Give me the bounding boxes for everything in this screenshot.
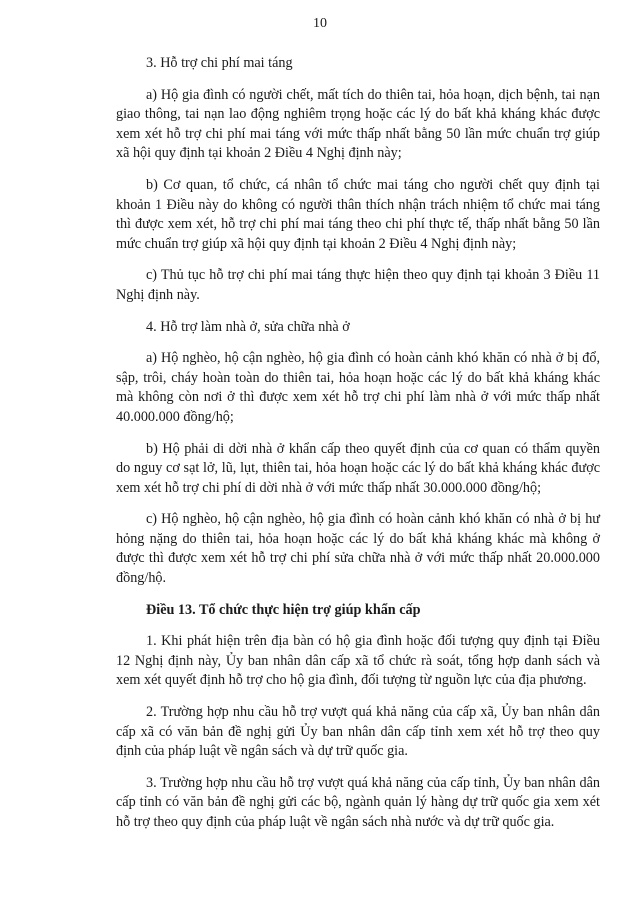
section-4c: c) Hộ nghèo, hộ cận nghèo, hộ gia đình có hoàn cảnh khó khăn có nhà ở bị hư hỏng nặng do thiên tai, hỏa hoạn hoặc các lý do bất khả kháng khác mà không ở được thì được xem xét hỗ trợ chi phí sửa chữa nhà ở với mức thấp nhất 20.000.000 đồng/hộ. (116, 511, 600, 587)
article-13-clause-3: 3. Trường hợp nhu cầu hỗ trợ vượt quá khả năng của cấp tỉnh, Ủy ban nhân dân cấp tỉnh có văn bản đề nghị gửi các bộ, ngành quản lý hàng dự trữ quốc gia xem xét hỗ trợ theo quy định của pháp luật về ngân sách nhà nước và dự trữ quốc gia. (116, 774, 600, 830)
article-13-clause-2: 2. Trường hợp nhu cầu hỗ trợ vượt quá khả năng của cấp xã, Ủy ban nhân dân cấp xã có văn bản đề nghị gửi Ủy ban nhân dân cấp tỉnh xem xét hỗ trợ theo quy định của pháp luật về ngân sách và dự trữ quốc gia. (116, 704, 600, 760)
section-4-heading: 4. Hỗ trợ làm nhà ở, sửa chữa nhà ở (146, 318, 350, 335)
article-13-clause-1: 1. Khi phát hiện trên địa bàn có hộ gia đình hoặc đối tượng quy định tại Điều 12 Nghị định này, Ủy ban nhân dân cấp xã tổ chức rà soát, tổng hợp danh sách và xem xét quyết định hỗ trợ cho hộ gia đình, đối tượng từ nguồn lực của địa phương. (116, 633, 600, 689)
article-13-title: Điều 13. Tổ chức thực hiện trợ giúp khẩn cấp (146, 601, 421, 618)
section-4b: b) Hộ phải di dời nhà ở khẩn cấp theo quyết định của cơ quan có thẩm quyền do nguy cơ sạt lở, lũ, lụt, thiên tai, hỏa hoạn hoặc các lý do bất khả kháng khác được xem xét hỗ trợ chi phí di dời nhà ở với mức thấp nhất 30.000.000 đồng/hộ; (116, 440, 600, 496)
section-3-heading: 3. Hỗ trợ chi phí mai táng (146, 55, 293, 71)
page-number: 10 (313, 16, 327, 31)
section-3c: c) Thủ tục hỗ trợ chi phí mai táng thực hiện theo quy định tại khoản 3 Điều 11 Nghị định này. (116, 267, 600, 303)
section-3a: a) Hộ gia đình có người chết, mất tích do thiên tai, hỏa hoạn, dịch bệnh, tai nạn giao thông, tai nạn lao động nghiêm trọng hoặc các lý do bất khả kháng khác được xem xét hỗ trợ chi phí mai táng với mức thấp nhất bằng 50 lần mức chuẩn trợ giúp xã hội quy định tại khoản 2 Điều 4 Nghị định này; (116, 86, 600, 162)
section-4a: a) Hộ nghèo, hộ cận nghèo, hộ gia đình có hoàn cảnh khó khăn có nhà ở bị đổ, sập, trôi, cháy hoàn toàn do thiên tai, hỏa hoạn hoặc các lý do bất khả kháng khác mà không còn nơi ở thì được xem xét hỗ trợ chi phí làm nhà ở với mức thấp nhất 40.000.000 đồng/hộ; (116, 350, 600, 425)
section-3b: b) Cơ quan, tổ chức, cá nhân tổ chức mai táng cho người chết quy định tại khoản 1 Điều này do không có người thân thích nhận trách nhiệm tổ chức mai táng thì được xem xét, hỗ trợ chi phí mai táng theo chi phí thực tế, thấp nhất bằng 50 lần mức chuẩn trợ giúp xã hội quy định tại khoản 2 Điều 4 Nghị định này; (116, 176, 600, 252)
